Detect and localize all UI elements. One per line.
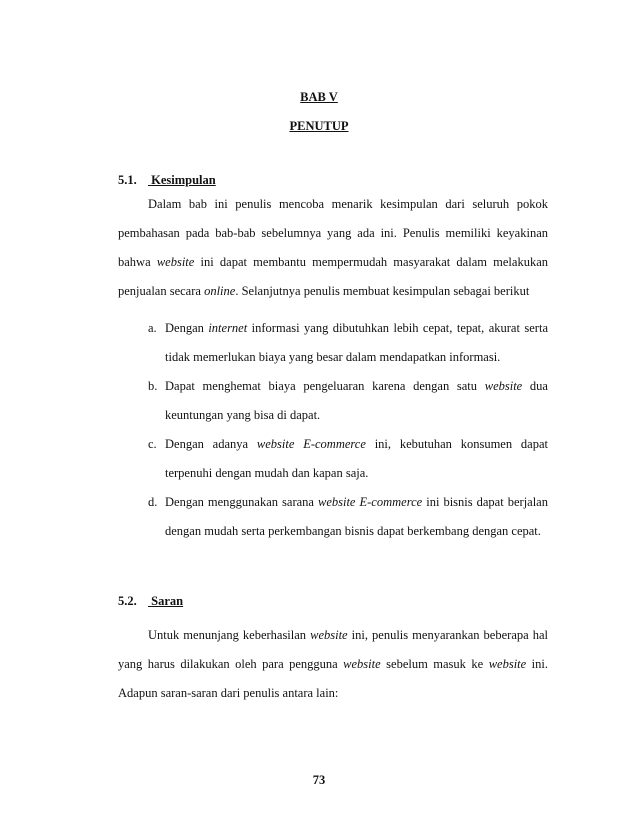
paragraph-text: Dalam bab ini penulis mencoba menarik kesimpulan dari seluruh pokok pembahasan pada bab-bab sebelumnya yang ada ini. Penulis memiliki keyakinan bahwa bbox=[118, 197, 548, 269]
paragraph-italic-term: website bbox=[343, 657, 381, 671]
kesimpulan-paragraph bbox=[118, 190, 548, 306]
paragraph-text: . Selanjutnya penulis membuat kesimpulan sebagai berikut bbox=[235, 284, 530, 298]
list-item-text: dua keuntungan yang bisa di dapat. bbox=[165, 379, 548, 422]
section-heading-saran bbox=[118, 593, 183, 609]
list-marker: d. bbox=[148, 495, 158, 509]
list-item-text: Dengan adanya bbox=[165, 437, 257, 451]
page-number: 73 bbox=[312, 773, 326, 787]
list-item-italic-term: internet bbox=[208, 321, 248, 335]
list-item-text: Dengan menggunakan sarana bbox=[165, 495, 318, 509]
section-title: Saran bbox=[151, 594, 184, 608]
saran-paragraph bbox=[118, 621, 548, 708]
list-marker: a. bbox=[148, 321, 157, 335]
list-item-italic-term: website E-commerce bbox=[317, 495, 423, 509]
paragraph-italic-term: website bbox=[156, 255, 195, 269]
paragraph-text: ini. Adapun saran-saran dari penulis antara lain: bbox=[118, 657, 548, 700]
list-item-text: ini bisnis dapat berjalan dengan mudah serta perkembangan bisnis dapat berkembang dengan cepat. bbox=[165, 495, 548, 538]
list-item bbox=[148, 314, 548, 372]
list-item bbox=[148, 372, 548, 430]
chapter-title: PENUTUP bbox=[289, 119, 349, 133]
list-item bbox=[148, 488, 548, 546]
list-marker: c. bbox=[148, 437, 157, 451]
paragraph-italic-term: website bbox=[488, 657, 527, 671]
chapter-number: BAB V bbox=[300, 90, 338, 104]
list-item-italic-term: website bbox=[484, 379, 523, 393]
paragraph-text: ini dapat membantu mempermudah masyarakat dalam melakukan penjualan secara bbox=[118, 255, 548, 298]
section-number: 5.2. bbox=[118, 594, 137, 608]
paragraph-text: sebelum masuk ke bbox=[380, 657, 489, 671]
list-item bbox=[148, 430, 548, 488]
list-item-italic-term: website E-commerce bbox=[256, 437, 366, 451]
list-item-text: Dapat menghemat biaya pengeluaran karena dengan satu bbox=[165, 379, 485, 393]
paragraph-text: ini, penulis menyarankan beberapa hal yang harus dilakukan oleh para pengguna bbox=[118, 628, 548, 671]
kesimpulan-list bbox=[148, 314, 548, 546]
list-item-text: ini, kebutuhan konsumen dapat terpenuhi dengan mudah dan kapan saja. bbox=[165, 437, 548, 480]
list-item-text: Dengan bbox=[165, 321, 209, 335]
list-marker: b. bbox=[148, 379, 158, 393]
section-title: Kesimpulan bbox=[151, 173, 216, 187]
section-number: 5.1. bbox=[118, 173, 137, 187]
section-heading-kesimpulan bbox=[118, 172, 216, 188]
paragraph-italic-term: online bbox=[204, 284, 236, 298]
paragraph-text: Untuk menunjang keberhasilan bbox=[148, 628, 311, 642]
paragraph-italic-term: website bbox=[310, 628, 348, 642]
list-item-text: informasi yang dibutuhkan lebih cepat, tepat, akurat serta tidak memerlukan biaya yang besar dalam mendapatkan informasi. bbox=[165, 321, 548, 364]
